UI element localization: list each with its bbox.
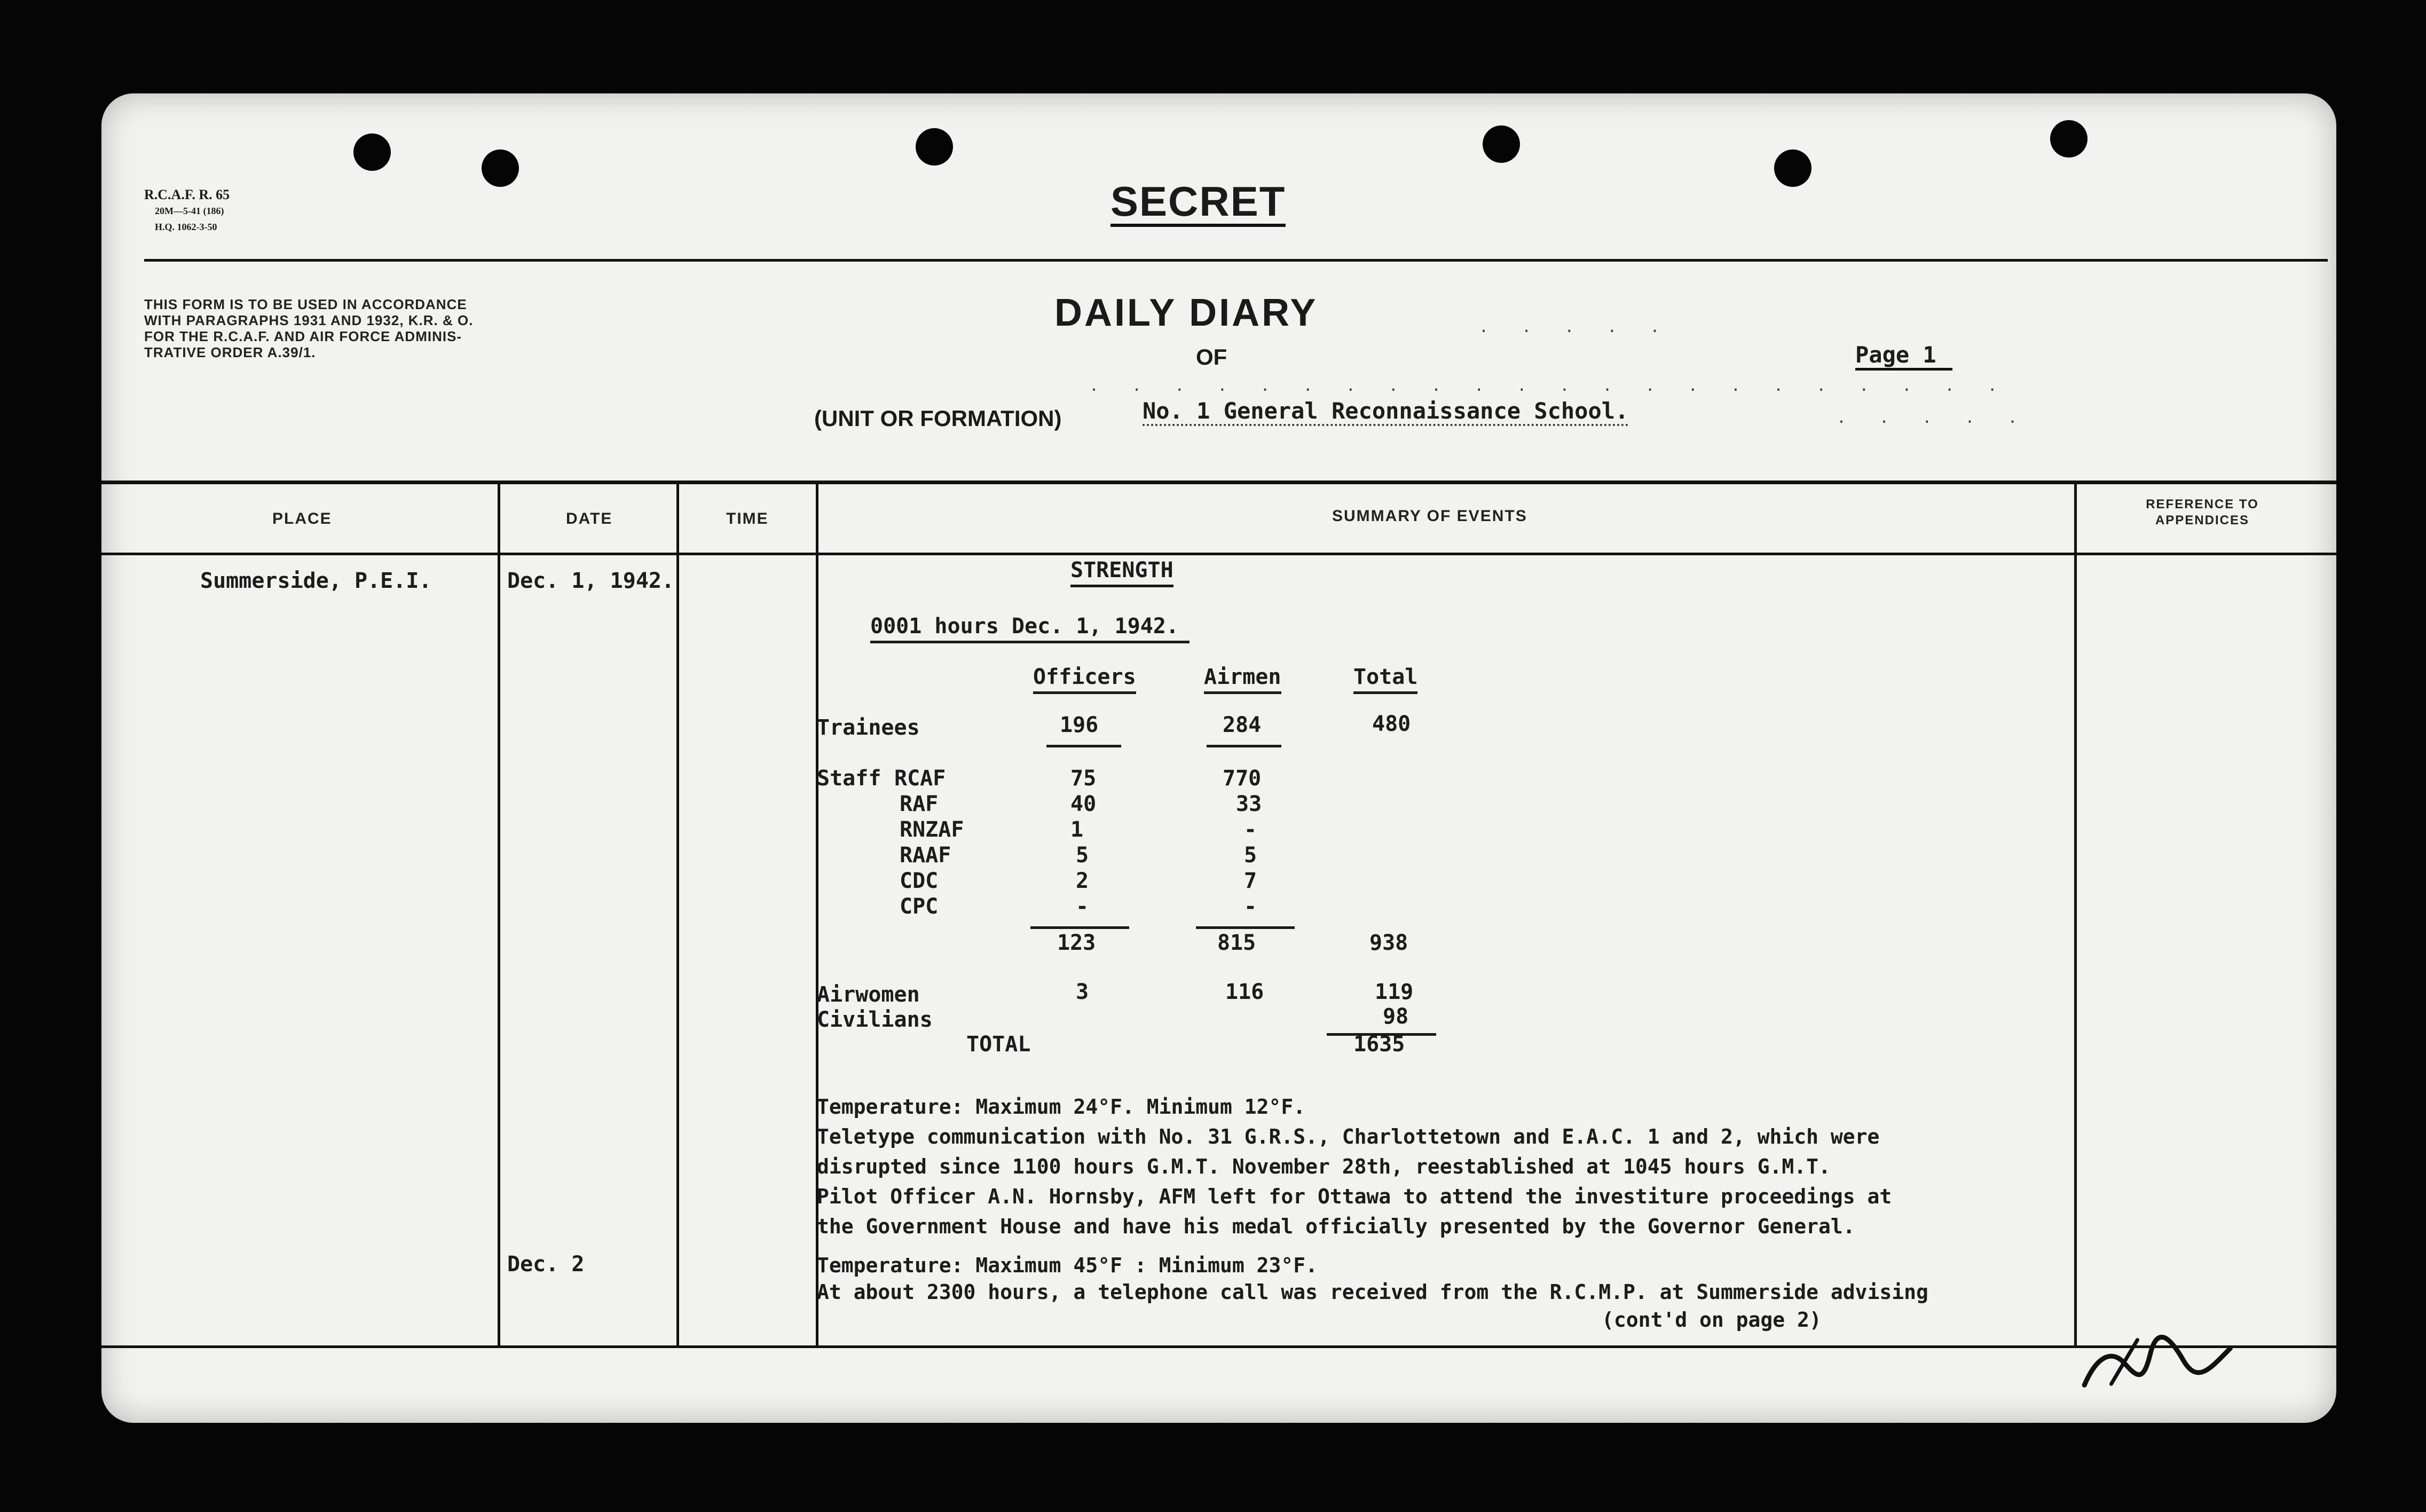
staff-cpc-officers: - [1076,894,1089,919]
col-total: Total [1353,665,1417,694]
subtotal-rule [1196,926,1295,929]
staff-rcaf-officers: 75 [1070,766,1097,791]
strength-as-of: 0001 hours Dec. 1, 1942. [870,614,1190,643]
row-trainees-officers: 196 [1060,713,1099,737]
narrative-line: disrupted since 1100 hours G.M.T. November 28th, reestablished at 1045 hours G.M.T. [817,1155,1831,1178]
dotted-line: . . . . . [1479,318,1672,336]
staff-raaf-label: RAAF [900,843,951,868]
narrative-line: the Government House and have his medal officially presented by the Governor General. [817,1215,1855,1238]
staff-rcaf-airmen: 770 [1223,766,1262,791]
subtotal-rule [1030,926,1129,929]
staff-subtotal-total: 938 [1369,931,1408,955]
dec2-line: At about 2300 hours, a telephone call was received from the R.C.M.P. at Summerside advising [817,1280,1928,1304]
table-header-rule [101,553,2336,555]
punch-hole [916,128,953,166]
column-header-summary: SUMMARY OF EVENTS [1332,507,1527,525]
staff-raf-label: RAF [900,792,939,816]
row-total-label: TOTAL [966,1032,1031,1057]
row-total-value: 1635 [1353,1032,1405,1057]
diary-sheet [101,93,2336,1423]
row-civilians-label: Civilians [817,1007,933,1032]
page-number: Page 1 [1855,342,1952,371]
signature-icon [2073,1316,2240,1402]
narrative-block [817,1092,1892,1241]
staff-cpc-label: CPC [900,894,939,919]
staff-label: Staff [817,766,881,791]
staff-subtotal-airmen: 815 [1217,931,1256,955]
table-bottom-rule [101,1345,2336,1348]
column-divider [676,481,679,1345]
row-trainees-label: Trainees [817,715,920,740]
row-airwomen-airmen: 116 [1225,980,1264,1004]
dec2-block [817,1252,1928,1305]
column-divider [498,481,500,1345]
underline [1046,745,1121,747]
form-number: R.C.A.F. R. 65 20M—5-41 (186) H.Q. 1062-3-50 [144,187,230,232]
staff-raf-officers: 40 [1070,792,1097,816]
staff-rnzaf-label: RNZAF [900,817,964,842]
staff-rcaf-label: RCAF [894,766,946,791]
continued-note: (cont'd on page 2) [1602,1308,1822,1332]
dec2-line: Temperature: Maximum 45°F : Minimum 23°F. [817,1254,1318,1277]
column-header-time: TIME [726,510,769,527]
entry-date-dec1: Dec. 1, 1942. [507,569,675,593]
row-airwomen-label: Airwomen [817,982,920,1007]
staff-cdc-label: CDC [900,869,939,893]
underline [1207,745,1281,747]
column-divider [2074,481,2077,1345]
staff-subtotal-officers: 123 [1057,931,1096,955]
unit-value: No. 1 General Reconnaissance School. [1143,398,1628,426]
column-header-reference: REFERENCE TO APPENDICES [2146,497,2259,527]
entry-date-dec2: Dec. 2 [507,1252,585,1277]
table-top-rule [101,481,2336,484]
row-trainees-total: 480 [1372,712,1411,736]
col-airmen: Airmen [1204,665,1281,694]
staff-rnzaf-officers: 1 [1070,817,1084,842]
row-trainees-airmen: 284 [1223,713,1262,737]
col-officers: Officers [1033,665,1136,694]
column-header-place: PLACE [272,510,332,527]
staff-cpc-airmen: - [1244,894,1257,919]
row-airwomen-officers: 3 [1076,980,1089,1004]
staff-cdc-airmen: 7 [1244,869,1257,893]
staff-rnzaf-airmen: - [1244,817,1257,842]
row-airwomen-total: 119 [1375,980,1414,1004]
column-header-date: DATE [566,510,613,527]
punch-hole [2050,120,2088,158]
top-rule [144,259,2328,262]
staff-cdc-officers: 2 [1076,869,1089,893]
diary-of: OF [1196,344,1227,369]
row-civilians-total: 98 [1383,1004,1409,1029]
punch-hole [353,133,391,171]
signature [2073,1316,2241,1412]
narrative-line: Temperature: Maximum 24°F. Minimum 12°F. [817,1095,1306,1119]
narrative-line: Pilot Officer A.N. Hornsby, AFM left for Ottawa to attend the investiture proceedings at [817,1185,1892,1208]
classification-stamp: SECRET [1110,179,1286,227]
unit-label: (UNIT OR FORMATION) [814,406,1062,431]
punch-hole [482,149,519,187]
punch-hole [1774,149,1811,187]
dotted-line: . . . . . . . . . . . . . . . . . . . . . . [1089,376,2009,395]
entry-place: Summerside, P.E.I. [200,569,432,593]
staff-raf-airmen: 33 [1236,792,1262,816]
form-instructions: THIS FORM IS TO BE USED IN ACCORDANCE WITH PARAGRAPHS 1931 AND 1932, K.R. & O. FOR THE R.C.A.F. AND AIR FORCE ADMINIS- TRATIVE ORDER A.39/1. [144,296,474,360]
punch-hole [1483,125,1520,163]
staff-raaf-officers: 5 [1076,843,1089,868]
narrative-line: Teletype communication with No. 31 G.R.S., Charlottetown and E.A.C. 1 and 2, which were [817,1125,1880,1148]
dotted-line: . . . . . [1837,408,2029,427]
strength-heading: STRENGTH [1070,558,1173,587]
diary-title: DAILY DIARY [1054,292,1318,334]
staff-raaf-airmen: 5 [1244,843,1257,868]
